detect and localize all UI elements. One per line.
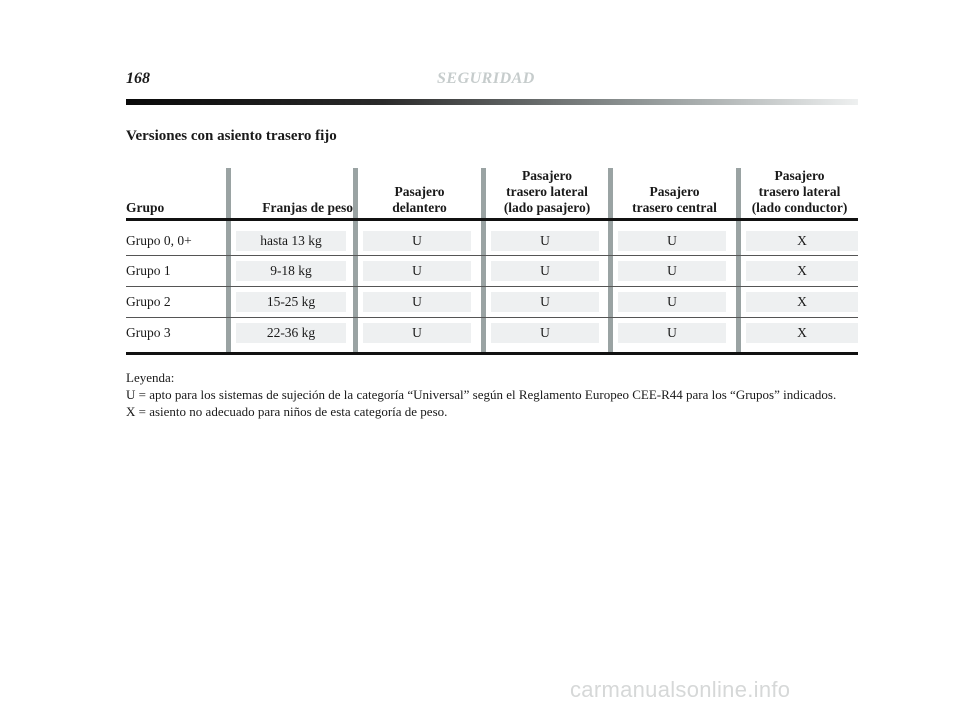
cell-rear-center: U xyxy=(618,231,726,251)
cell-weight: 22-36 kg xyxy=(236,323,346,343)
cell-rear-driver: X xyxy=(746,292,858,312)
header-franjas: Franjas de peso xyxy=(262,200,353,215)
cell-rear-center: U xyxy=(618,292,726,312)
row-group-label: Grupo 1 xyxy=(126,263,171,278)
section-title: SEGURIDAD xyxy=(437,70,535,87)
row-divider xyxy=(126,255,858,256)
row-group-label: Grupo 0, 0+ xyxy=(126,233,192,248)
row-divider xyxy=(126,286,858,287)
cell-weight: 9-18 kg xyxy=(236,261,346,281)
header-delantero: Pasajero delantero xyxy=(392,184,447,215)
row-group-label: Grupo 3 xyxy=(126,325,171,340)
legend-x-definition: X = asiento no adecuado para niños de esta categoría de peso. xyxy=(126,404,448,419)
header-rule-thick xyxy=(126,218,858,221)
row-divider xyxy=(126,317,858,318)
legend xyxy=(126,369,858,420)
seat-compatibility-table xyxy=(126,168,858,354)
cell-rear-center: U xyxy=(618,323,726,343)
cell-front: U xyxy=(363,261,471,281)
legend-u-definition: U = apto para los sistemas de sujeción de la categoría “Universal” según el Reglamento Europeo CEE-R44 para los “Grupos” indicados. xyxy=(126,387,837,402)
row-group-label: Grupo 2 xyxy=(126,294,171,309)
cell-front: U xyxy=(363,231,471,251)
legend-title: Leyenda: xyxy=(126,370,175,385)
header-rule xyxy=(126,99,858,105)
cell-rear-passenger: U xyxy=(491,292,599,312)
cell-rear-driver: X xyxy=(746,323,858,343)
cell-rear-driver: X xyxy=(746,231,858,251)
header-trasero-lateral-conductor: Pasajero trasero lateral (lado conductor) xyxy=(751,168,848,215)
cell-weight: hasta 13 kg xyxy=(236,231,346,251)
cell-rear-center: U xyxy=(618,261,726,281)
table-heading: Versiones con asiento trasero fijo xyxy=(126,128,337,144)
cell-rear-driver: X xyxy=(746,261,858,281)
cell-weight: 15-25 kg xyxy=(236,292,346,312)
cell-rear-passenger: U xyxy=(491,323,599,343)
cell-rear-passenger: U xyxy=(491,261,599,281)
watermark: carmanualsonline.info xyxy=(570,677,791,702)
table-bottom-rule xyxy=(126,352,858,355)
header-grupo: Grupo xyxy=(126,200,165,215)
page-number: 168 xyxy=(126,70,150,87)
cell-rear-passenger: U xyxy=(491,231,599,251)
cell-front: U xyxy=(363,292,471,312)
header-trasero-lateral-pasajero: Pasajero trasero lateral (lado pasajero) xyxy=(503,168,591,215)
header-trasero-central: Pasajero trasero central xyxy=(632,184,717,215)
cell-front: U xyxy=(363,323,471,343)
